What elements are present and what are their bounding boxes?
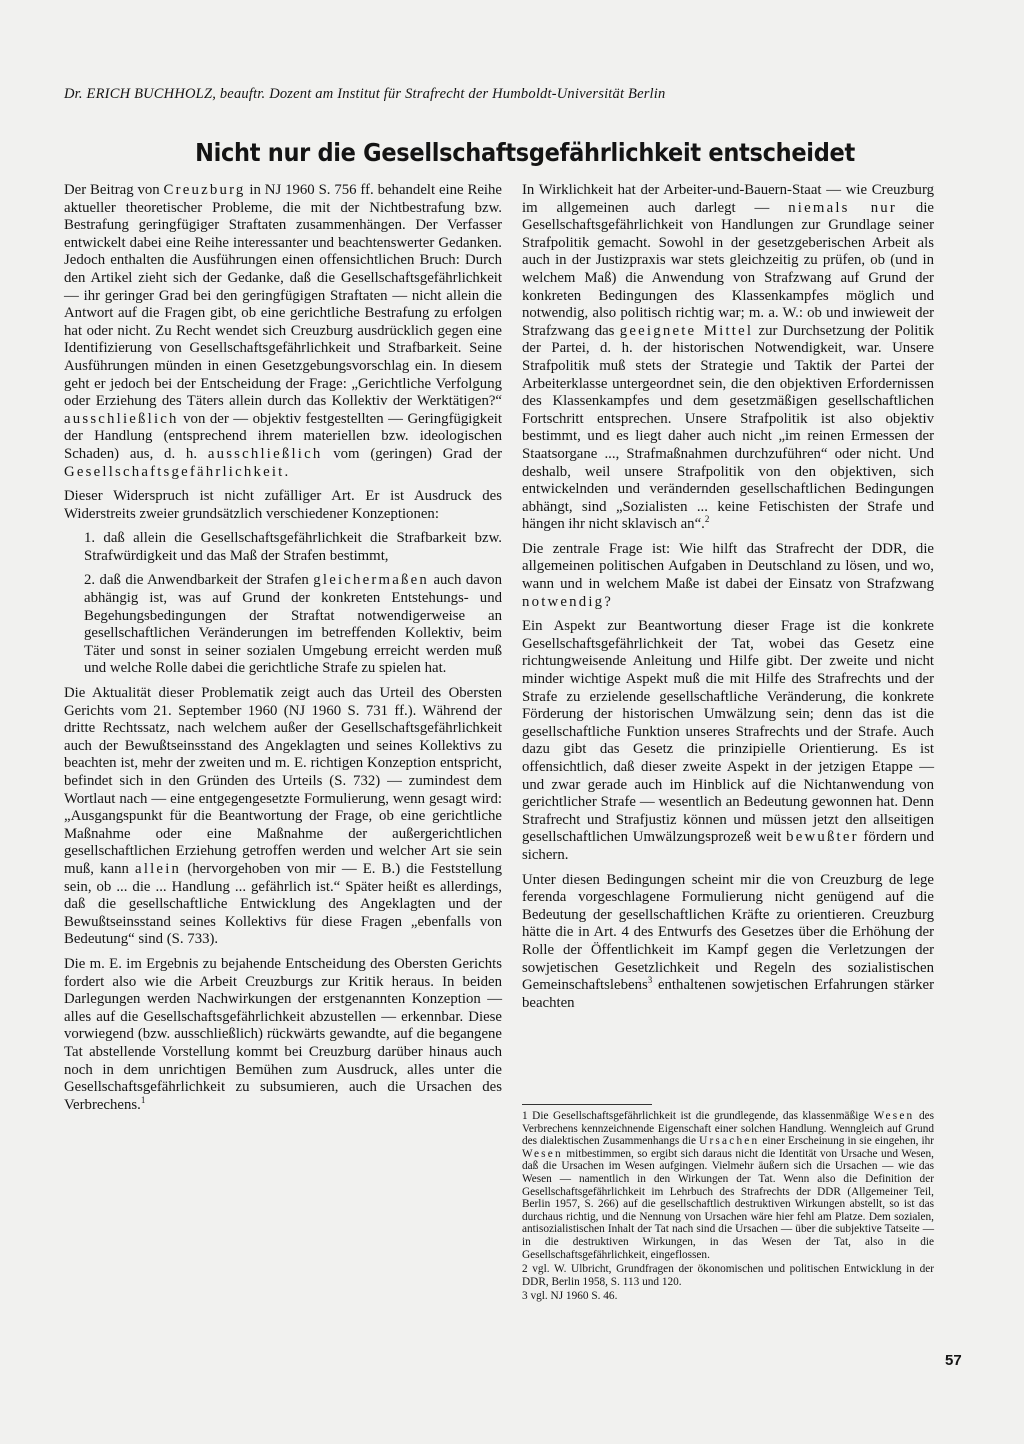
footnote-1	[522, 1110, 934, 1261]
text: Der Beitrag von	[64, 182, 164, 198]
text: In Wirklichkeit hat der Arbeiter-und-Bauern-Staat — wie Creuzburg im allgemeinen auch darlegt —	[522, 182, 934, 216]
emphasis: allein	[135, 860, 182, 877]
footnotes	[522, 1110, 934, 1305]
paragraph: Dieser Widerspruch ist nicht zufälliger Art. Er ist Ausdruck des Widerstreits zweier grundsätzlich verschiedener Konzeptionen:	[64, 488, 502, 522]
text: fördern und sichern.	[522, 829, 935, 863]
text: Die zentrale Frage ist: Wie hilft das Strafrecht der DDR, die allgemeinen politischen Aufgaben in Deutschland zu lösen, und wo, wann und in welchem Maße ist dabei der Einsatz von Strafzwang	[522, 540, 934, 593]
text: vom (geringen) Grad der	[322, 445, 502, 462]
text: ?	[604, 593, 611, 610]
page-number: 57	[945, 1352, 962, 1369]
footnote-ref: 1	[140, 1094, 146, 1105]
text: des Verbrechens kennzeichnende Eigenschaft einer solchen Handlung. Wenngleich auf Grund des dialektischen Zusammenhangs die	[522, 1110, 935, 1148]
emphasis: geeignete Mittel	[619, 322, 754, 339]
author-name-spaced: Creuzburg	[163, 182, 246, 198]
text: (hervorgehoben von mir — E. B.) die Feststellung sein, ob ... die ... Handlung ... gefährlich ist.“ Später heißt es allerdings, daß die gesellschaftliche Entwicklung des Angeklagten und der Bewußtseinsstand seines Kollektivs für diese Fragen „ebenfalls von Bedeutung“ sind (S. 733).	[64, 860, 502, 948]
footnote-ref: 3	[647, 975, 653, 986]
article-title: Nicht nur die Gesellschaftsgefährlichkeit entscheidet	[195, 138, 855, 167]
paragraph	[522, 541, 934, 611]
author-byline: Dr. ERICH BUCHHOLZ, beauftr. Dozent am Institut für Strafrecht der Humboldt-Universität Berlin	[64, 86, 666, 102]
left-column	[64, 182, 502, 1121]
text: 2. daß die Anwendbarkeit der Strafen	[84, 572, 314, 589]
emphasis: Wesen	[873, 1110, 915, 1122]
paragraph	[522, 618, 934, 864]
emphasis: Wesen	[522, 1147, 563, 1160]
emphasis: notwendig	[522, 593, 605, 610]
footnote-2: 2 vgl. W. Ulbricht, Grundfragen der ökonomischen und politischen Entwicklung in der DDR, Berlin 1958, S. 113 und 120.	[522, 1263, 934, 1288]
text: mitbestimmen, so ergibt sich daraus nicht die Identität von Ursache und Wesen, daß die Ursachen im Wesen aufgingen. Vielmehr äußern sich die Ursachen — wie das Wesen — namentlich in den Wirkungen der Tat. Wenn also die Definition der Gesellschaftsgefährlichkeit im Lehrbuch des Strafrechts der DDR (Allgemeiner Teil, Berlin 1957, S. 266) auf die gesellschaftlich destruktiven Wirkungen abstellt, so ist das durchaus richtig, und die Nennung von Ursachen wäre hier fehl am Platze. Dem sozialen, antisozialistischen Inhalt der Tat nach sind die Ursachen — über die subjektive Tatseite — in die destruktiven Wirkungen, in das Wesen der Tat, also in die Gesellschaftsgefährlichkeit, eingeflossen.	[522, 1147, 934, 1261]
text: von der — objektiv festgestellten — Geringfügigkeit der Handlung (entsprechend ihrem materiellen bzw. ideologischen Schaden) aus, d. h.	[64, 410, 502, 462]
paragraph	[64, 685, 502, 949]
paragraph	[522, 872, 934, 1013]
footnote-3: 3 vgl. NJ 1960 S. 46.	[522, 1290, 618, 1303]
text: Unter diesen Bedingungen scheint mir die von Creuzburg de lege ferenda vorgeschlagene Formulierung nicht genügend auf die Bedeutung der gesellschaftlichen Kräfte zu orientieren. Creuzburg hätte die in Art. 4 des Entwurfs des Gesetzes über die Erhöhung der Rolle der Öffentlichkeit im Kampf gegen die Verletzungen der sowjetischen Gesetzlichkeit und Regeln des sozialistischen Gemeinschaftslebens	[522, 871, 934, 994]
paragraph	[64, 182, 502, 481]
emphasis: niemals nur	[788, 199, 898, 216]
paragraph	[522, 182, 934, 534]
emphasis: Gesellschaftsgefährlichkeit	[64, 463, 285, 480]
text: Ein Aspekt zur Beantwortung dieser Frage ist die konkrete Gesellschaftsgefährlichkeit der Tat, wobei das Gesetz eine richtungweisende Anleitung und Hilfe gibt. Der zweite und nicht minder wichtige Aspekt muß die mit Hilfe des Strafrechts und der Strafe zu erzielende gesellschaftliche Veränderung, die konkrete Förderung der historischen Umwälzung sein; denn das ist die gesellschaftliche Funktion unseres Strafrechts und der Strafe. Auch dazu gibt das Gesetz die prinzipielle Orientierung. Es ist offensichtlich, daß dieser zweite Aspekt in der jetzigen Etappe — und zwar gerade auch im Hinblick auf die Nichtanwendung von gerichtlicher Strafe — wesentlich an Bedeutung gewonnen hat. Denn Strafrecht und Strafjustiz können und müssen jetzt den allseitigen gesellschaftlichen Umwälzungsprozeß weit	[522, 618, 934, 846]
text: 1 Die Gesellschaftsgefährlichkeit ist die grundlegende, das klassenmäßige	[522, 1110, 874, 1122]
text: .	[284, 463, 289, 480]
emphasis: gleichermaßen	[313, 572, 429, 589]
text: auch davon abhängig ist, was auf Grund der konkreten Entstehungs- und Begehungsbedingungen der Straftat notwendigerweise an gesellschaftlichen Veränderungen im betreffenden Kollektiv, beim Täter und sonst in seiner sozialen Umgebung erreicht werden muß und welche Rolle dabei die gerichtliche Strafe zu spielen hat.	[84, 572, 502, 677]
text: Die m. E. im Ergebnis zu bejahende Entscheidung des Obersten Gerichts fordert also wie die Arbeit Creuzburgs zur Kritik heraus. In beiden Darlegungen werden Nachwirkungen der erstgenannten Konzeption — alles auf die Gesellschaftsgefährlichkeit abzustellen — erkennbar. Diese vorwiegend (bzw. ausschließlich) rückwärts gewandte, auf die begangene Tat abstellende Vorstellung kommt bei Creuzburg darüber hinaus auch noch in dem unrichtigen Bemühen zum Ausdruck, alles unter die Gesellschaftsgefährlichkeit zu subsumieren, auch die Ursachen des Verbrechens.	[64, 955, 502, 1113]
text: in NJ 1960 S. 756 ff. behandelt eine Reihe aktueller theoretischer Probleme, die mit der Nichtbestrafung bzw. Bestrafung geringfügiger Straftaten zusammenhängen. Der Verfasser entwickelt dabei eine Reihe interessanter und beachtenswerter Gedanken. Jedoch enthalten die Ausführungen einen offensichtlichen Bruch: Durch den Artikel zieht sich der Gedanke, daß die Gesellschaftsgefährlichkeit — ihr geringer Grad bei den geringfügigen Straftaten — nicht allein die Antwort auf die Fragen gibt, ob eine gerichtliche Bestrafung zu erfolgen hat oder nicht. Zu Recht wendet sich Creuzburg ausdrücklich gegen eine Identifizierung von Gesellschaftsgefährlichkeit und Strafbarkeit. Seine Ausführungen münden in einen Gesetzgebungsvorschlag ein. In diesem geht er jedoch bei der Entscheidung der Frage: „Gerichtliche Verfolgung oder Erziehung des Täters allein durch das Kollektiv der Werktätigen?“	[64, 182, 502, 410]
text: zur Durchsetzung der Politik der Partei, d. h. der historischen Notwendigkeit, war. Unsere Strafpolitik muß stets der Strategie und Taktik der Partei der Arbeiterklasse untergeordnet sein, die den objektiven Erfordernissen des Klassenkampfes und dem gesetzmäßigen gesellschaftlichen Fortschritt entsprechen. Unsere Strafpolitik ist also objektiv bestimmt, und es liegt daher auch nicht „im reinen Ermessen der Staatsorgane ..., Strafmaßnahmen durchzuführen“ oder nicht. Und deshalb, weil unsere Strafpolitik von den objektiven, sich entwickelnden und verändernden gesellschaftlichen Bedingungen abhängt, sind „Sozialisten ... keine Fetischisten der Strafe und hängen ihr nicht sklavisch an“.	[522, 322, 934, 533]
emphasis: bewußter	[786, 829, 859, 846]
emphasis: ausschließlich	[207, 445, 323, 462]
emphasis: ausschließlich	[64, 410, 179, 427]
paragraph	[64, 956, 502, 1114]
text: enthaltenen sowjetischen Erfahrungen stärker beachten	[522, 977, 934, 1011]
text: Die Aktualität dieser Problematik zeigt auch das Urteil des Obersten Gerichts vom 21. September 1960 (NJ 1960 S. 731 ff.). Während der dritte Rechtssatz, nach welchem außer der Gesellschaftsgefährlichkeit auch der Bewußtseinsstand des Angeklagten und seines Kollektivs zu beachten ist, mehr der zweiten und m. E. richtigen Konzeption entspricht, befindet sich in den Gründen des Urteils (S. 732) — zumindest dem Wortlaut nach — eine entgegengesetzte Formulierung, wenn gesagt wird: „Ausgangspunkt für die Beantwortung der Frage, ob eine gerichtliche Maßnahme oder eine Maßnahme der außergerichtlichen gesellschaftlichen Erziehung getroffen werden und welcher Art sie sein muß, kann	[64, 685, 502, 877]
list-item: 1. daß allein die Gesellschaftsgefährlichkeit die Strafbarkeit bzw. Strafwürdigkeit und das Maß der Strafen bestimmt,	[84, 530, 502, 564]
right-column	[522, 182, 934, 1019]
emphasis: Ursachen	[699, 1135, 760, 1148]
footnote-ref: 2	[704, 514, 710, 525]
text: einer Erscheinung in sie eingehen, ihr	[759, 1135, 934, 1148]
text: die Gesellschaftsgefährlichkeit von Handlungen zur Grundlage seiner Strafpolitik gemacht. Sowohl in der gesetzgeberischen Arbeit als auch in der Justizpraxis war stets gleichzeitig zu prüfen, ob (und in welchem Maß) die Anwendung von Strafzwang auf Grund der konkreten Bedingungen des Klassenkampfes möglich und notwendig, also politisch richtig war; m. a. W.: ob und inwieweit der Strafzwang das	[522, 199, 934, 339]
list-item	[84, 572, 502, 678]
footnote-divider	[522, 1104, 652, 1105]
